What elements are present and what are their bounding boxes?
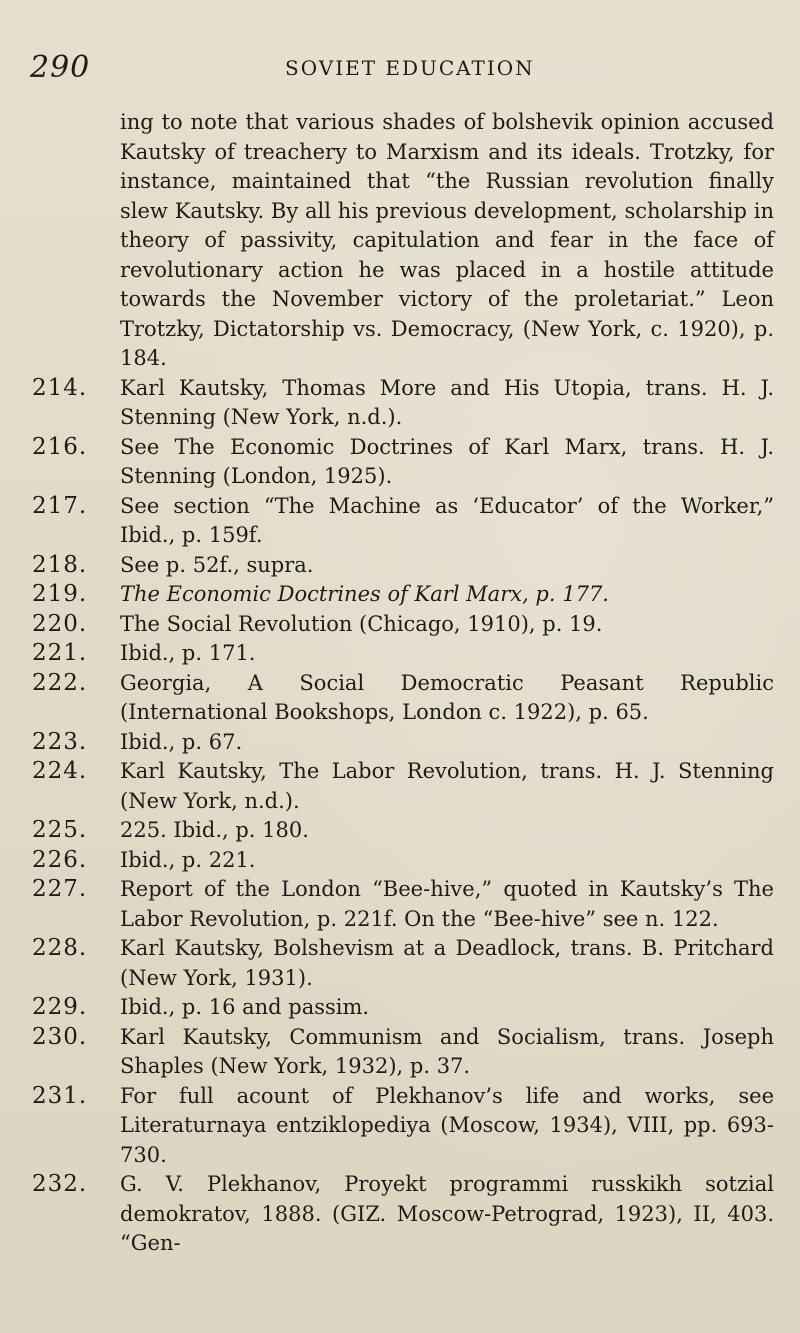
endnote-number: 228. [32, 935, 88, 961]
page-number: 290 [30, 50, 91, 85]
endnote-number: 231. [32, 1082, 88, 1109]
endnote-number: 229. [32, 994, 88, 1020]
endnote-number: 224. [32, 758, 88, 784]
endnote-text: Karl Kautsky, The Labor Revolution, trans. H. J. Stenning (New York, n.d.). [120, 759, 774, 813]
endnote-227 [0, 875, 800, 934]
endnote-text: See The Economic Doctrines of Karl Marx, trans. H. J. Stenning (London, 1925). [120, 434, 774, 488]
endnote-219 [0, 580, 800, 610]
endnote-continuation [0, 108, 800, 374]
endnote-text: ing to note that various shades of bolshevik opinion accused Kautsky of treachery to Marxism and its ideals. Trotzky, for instance, maintained that “the Russian revolution finally slew Kautsky. By all his previous development, scholarship in theory of passivity, capitulation and fear in the face of revolutionary action he was placed in a hostile attitude towards the November victory of the proletariat.” Leon Trotzky, Dictatorship vs. Democracy, (New York, c. 1920), p. 184. [120, 110, 774, 370]
endnote-number: 217. [32, 492, 88, 519]
endnote-228 [0, 934, 800, 993]
endnote-number: 230. [32, 1023, 88, 1050]
endnote-text: Ibid., p. 221. [120, 847, 256, 872]
running-head: SOVIET EDUCATION [285, 56, 535, 80]
endnote-text: Report of the London “Bee-hive,” quoted in Kautsky’s The Labor Revolution, p. 221f. On the “Bee-hive” see n. 122. [120, 877, 774, 931]
endnote-text: G. V. Plekhanov, Proyekt programmi russkikh sotzial demokratov, 1888. (GIZ. Moscow-Petrograd, 1923), II, 403. “Gen- [120, 1172, 774, 1255]
endnote-text: The Social Revolution (Chicago, 1910), p. 19. [120, 611, 603, 636]
endnote-number: 214. [32, 374, 88, 401]
endnote-text: Ibid., p. 16 and passim. [120, 995, 370, 1019]
endnote-text: Ibid., p. 171. [120, 641, 256, 665]
endnote-222 [0, 669, 800, 728]
page-header [0, 50, 800, 90]
endnote-text: Karl Kautsky, Communism and Socialism, trans. Joseph Shaples (New York, 1932), p. 37. [120, 1024, 774, 1078]
endnote-232 [0, 1170, 800, 1259]
endnote-230 [0, 1023, 800, 1082]
endnote-text: Karl Kautsky, Thomas More and His Utopia, trans. H. J. Stenning (New York, n.d.). [120, 375, 774, 429]
endnote-226 [0, 846, 800, 876]
endnote-225 [0, 816, 800, 846]
endnote-216 [0, 433, 800, 492]
endnote-text: See p. 52f., supra. [120, 552, 314, 577]
endnote-218 [0, 551, 800, 581]
endnote-217 [0, 492, 800, 551]
endnote-number: 223. [32, 728, 88, 755]
endnote-231 [0, 1082, 800, 1171]
endnote-number: 219. [32, 581, 88, 607]
endnote-224 [0, 757, 800, 816]
endnote-text: See section “The Machine as ‘Educator’ of the Worker,” Ibid., p. 159f. [120, 493, 774, 547]
endnote-text: Georgia, A Social Democratic Peasant Republic (International Bookshops, London c. 1922), p. 65. [120, 670, 774, 724]
endnote-number: 227. [32, 876, 88, 902]
endnote-number: 221. [32, 640, 88, 666]
endnote-text: The Economic Doctrines of Karl Marx, p. 177. [120, 582, 609, 606]
endnote-number: 226. [32, 846, 88, 873]
endnote-text: Karl Kautsky, Bolshevism at a Deadlock, trans. B. Pritchard (New York, 1931). [120, 936, 774, 990]
endnote-number: 225. [32, 817, 88, 843]
endnote-229 [0, 993, 800, 1023]
endnote-223 [0, 728, 800, 758]
endnote-text: For full acount of Plekhanov’s life and works, see Literaturnaya entziklopediya (Moscow, 1934), VIII, pp. 693-730. [120, 1083, 774, 1167]
endnote-number: 216. [32, 433, 88, 460]
endnote-214 [0, 374, 800, 433]
endnote-text: Ibid., p. 67. [120, 729, 243, 754]
endnotes-list [0, 108, 800, 1259]
endnote-number: 232. [32, 1171, 88, 1197]
endnote-text: 225. Ibid., p. 180. [120, 818, 309, 842]
endnote-220 [0, 610, 800, 640]
endnote-number: 222. [32, 669, 88, 696]
endnote-number: 218. [32, 551, 88, 578]
endnote-221 [0, 639, 800, 669]
endnote-number: 220. [32, 610, 88, 637]
